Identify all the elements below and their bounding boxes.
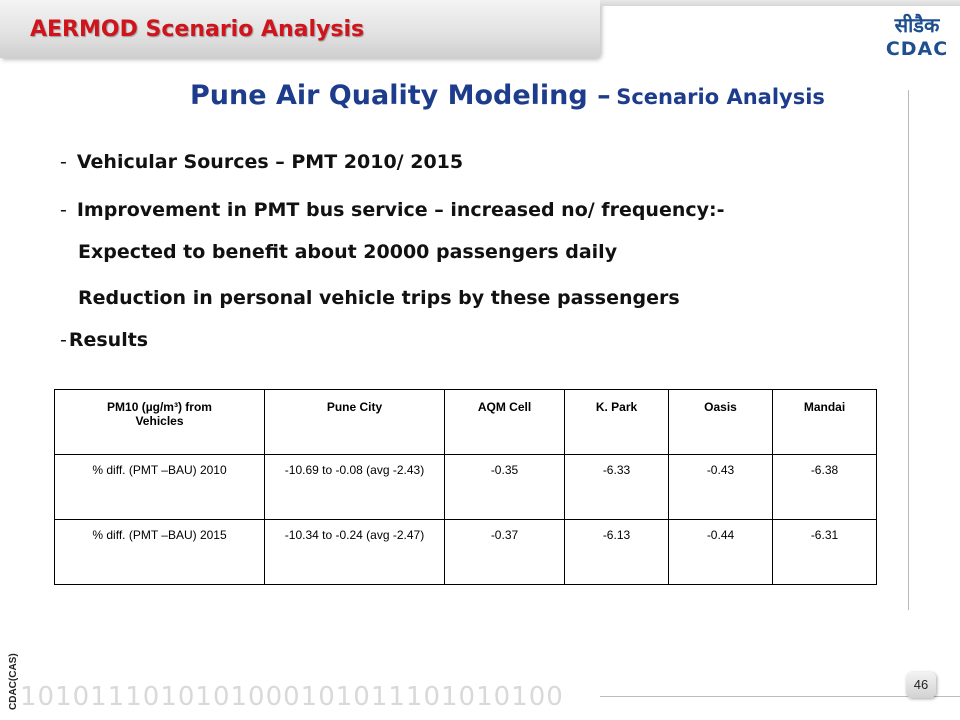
bullet-text: Improvement in PMT bus service – increased no/ frequency:- (76, 199, 725, 221)
logo-devanagari-text: सीडैक (894, 13, 940, 37)
bullet-pmt-improvement (60, 199, 725, 221)
table-header-row (55, 390, 877, 455)
page-title-sub: Scenario Analysis (616, 85, 825, 109)
header-title: AERMOD Scenario Analysis (30, 17, 365, 42)
cell-pune-city: -10.69 to -0.08 (avg -2.43) (265, 455, 445, 520)
cdac-side-label: CDAC(CAS) (8, 653, 19, 710)
header-pm10-label (55, 390, 265, 455)
header-pm10-line1: PM10 (µg/m³) from (107, 400, 212, 414)
header-mandai: Mandai (773, 390, 877, 455)
bullet-vehicular-sources (60, 151, 463, 173)
header-pune-city: Pune City (265, 390, 445, 455)
header-oasis: Oasis (669, 390, 773, 455)
table-row (55, 455, 877, 520)
header-aqm-cell: AQM Cell (445, 390, 565, 455)
cell-oasis: -0.44 (669, 520, 773, 585)
cell-oasis: -0.43 (669, 455, 773, 520)
cell-k-park: -6.33 (565, 455, 669, 520)
cell-aqm-cell: -0.37 (445, 520, 565, 585)
binary-decoration: 1010111010101000101011101010100 (20, 682, 564, 712)
bullet-results (60, 329, 148, 351)
header-k-park: K. Park (565, 390, 669, 455)
logo-latin-text: CDAC (885, 38, 949, 60)
page-number: 46 (906, 672, 936, 698)
bullet-dash: - (60, 199, 67, 221)
footer-divider (600, 696, 960, 697)
results-table (54, 389, 877, 585)
cell-mandai: -6.31 (773, 520, 877, 585)
bullet-expected-benefit: Expected to benefit about 20000 passengers daily (78, 241, 618, 263)
bullet-dash: - (60, 151, 67, 173)
header-band-extension (600, 0, 960, 6)
right-divider (908, 90, 909, 610)
page-title (190, 80, 825, 111)
page-title-main: Pune Air Quality Modeling – (190, 80, 611, 111)
row-label: % diff. (PMT –BAU) 2010 (55, 455, 265, 520)
bullet-text: Vehicular Sources – PMT 2010/ 2015 (76, 151, 464, 173)
cell-mandai: -6.38 (773, 455, 877, 520)
cdac-logo (882, 12, 952, 62)
table-row (55, 520, 877, 585)
cell-pune-city: -10.34 to -0.24 (avg -2.47) (265, 520, 445, 585)
bullet-text: Results (68, 329, 149, 351)
cell-aqm-cell: -0.35 (445, 455, 565, 520)
row-label: % diff. (PMT –BAU) 2015 (55, 520, 265, 585)
header-pm10-line2: Vehicles (135, 414, 184, 428)
bullet-dash: - (60, 329, 67, 351)
bullet-trip-reduction: Reduction in personal vehicle trips by these passengers (78, 287, 680, 309)
cell-k-park: -6.13 (565, 520, 669, 585)
